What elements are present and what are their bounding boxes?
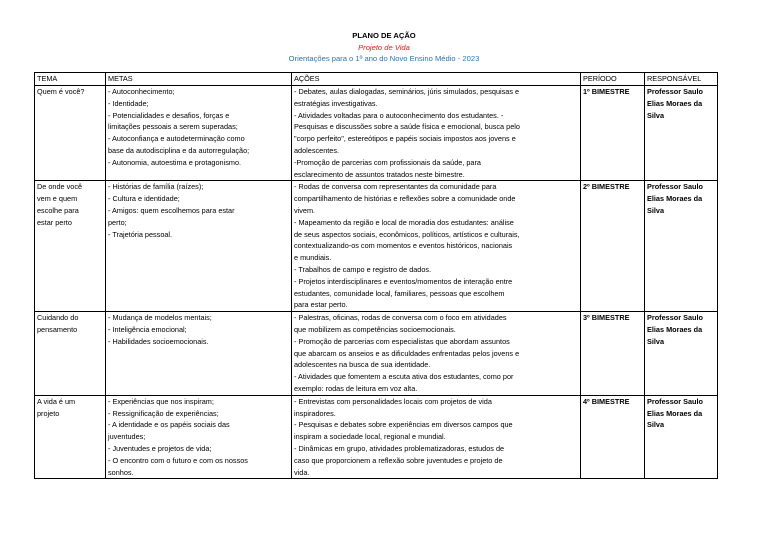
cell-line: Cuidando do	[37, 313, 79, 323]
cell-line: Professor Saulo	[647, 182, 703, 192]
document-header	[0, 30, 768, 65]
column-header-tema: TEMA	[35, 73, 106, 86]
cell-line: estudantes, comunidade local, familiares, pessoas que escolhem	[294, 288, 505, 298]
cell-line: adolescentes na busca de sua identidade.	[294, 360, 431, 370]
cell-line: para estar perto.	[294, 300, 348, 310]
document-title: PLANO DE AÇÃO	[352, 31, 416, 40]
cell-periodo: 1º BIMESTRE	[581, 86, 645, 181]
cell-line: - Ressignificação de experiências;	[108, 408, 219, 418]
cell-line: - Debates, aulas dialogadas, seminários, júris simulados, pesquisas e	[294, 87, 520, 96]
cell-line: Pesquisas e discussões sobre a saúde física e emocional, busca pelo	[294, 122, 520, 132]
cell-line: -Promoção de parcerias com profissionais da saúde, para	[294, 157, 481, 167]
cell-line: Silva	[647, 205, 665, 215]
cell-line: - Autoconfiança e autodeterminação como	[108, 134, 245, 144]
cell-line: - Experiências que nos inspiram;	[108, 396, 214, 406]
cell-tema	[35, 86, 106, 181]
cell-line: Elias Moraes da	[647, 98, 703, 108]
document-subtitle: Projeto de Vida	[358, 42, 410, 52]
cell-line: compartilhamento de histórias e reflexões sobre a comunidade onde	[294, 194, 516, 204]
table-row	[35, 312, 718, 396]
cell-acoes	[292, 395, 581, 479]
cell-line: Elias Moraes da	[647, 324, 703, 334]
cell-line: pensamento	[37, 324, 78, 334]
cell-metas	[106, 312, 292, 396]
table-header-row	[35, 73, 718, 86]
cell-responsavel	[645, 395, 718, 479]
cell-line: A vida é um	[37, 396, 76, 406]
cell-line: Elias Moraes da	[647, 408, 703, 418]
cell-metas	[106, 86, 292, 181]
cell-line: - Amigos: quem escolhemos para estar	[108, 205, 235, 215]
cell-line: caso que proporcionem a reflexão sobre juventudes e projeto de	[294, 455, 503, 465]
cell-line: sonhos.	[108, 467, 134, 477]
cell-periodo: 2º BIMESTRE	[581, 181, 645, 312]
cell-line: contextualizando-os com momentos e eventos históricos, nacionais	[294, 241, 513, 251]
cell-acoes	[292, 181, 581, 312]
cell-line: esclarecimento de assuntos tratados neste bimestre.	[294, 169, 465, 179]
table-row	[35, 181, 718, 312]
cell-tema	[35, 181, 106, 312]
table-row	[35, 395, 718, 479]
cell-line: estar perto	[37, 217, 72, 227]
cell-line: - Atividades voltadas para o autoconhecimento dos estudantes. -	[294, 110, 504, 120]
cell-line: Elias Moraes da	[647, 194, 703, 204]
table-row	[35, 86, 718, 181]
column-header-periodo: PERÍODO	[581, 73, 645, 86]
cell-responsavel	[645, 86, 718, 181]
cell-metas	[106, 181, 292, 312]
cell-line: - Rodas de conversa com representantes da comunidade para	[294, 182, 497, 192]
cell-line: - Palestras, oficinas, rodas de conversa com o foco em atividades	[294, 313, 507, 323]
cell-responsavel	[645, 181, 718, 312]
cell-line: juventudes;	[108, 432, 146, 442]
cell-line: - Cultura e identidade;	[108, 194, 180, 204]
cell-line: inspiram a sociedade local, regional e mundial.	[294, 432, 446, 442]
cell-line: adolescentes.	[294, 145, 340, 155]
cell-line: - Potencialidades e desafios, forças e	[108, 110, 230, 120]
cell-line: - Identidade;	[108, 98, 149, 108]
cell-line: Professor Saulo	[647, 87, 703, 96]
cell-line: perto;	[108, 217, 127, 227]
cell-line: - Autonomia, autoestima e protagonismo.	[108, 157, 242, 167]
cell-line: escolhe para	[37, 205, 79, 215]
cell-line: que abarcam os anseios e as dificuldades enfrentadas pelos jovens e	[294, 348, 520, 358]
cell-line: - A identidade e os papéis sociais das	[108, 420, 230, 430]
cell-line: base da autodisciplina e da autorregulação;	[108, 145, 250, 155]
column-header-responsavel: RESPONSÁVEL	[645, 73, 718, 86]
action-plan-table	[34, 72, 718, 479]
cell-line: vem e quem	[37, 194, 78, 204]
cell-line: - Trajetória pessoal.	[108, 229, 173, 239]
cell-line: - Inteligência emocional;	[108, 324, 187, 334]
cell-line: - Mapeamento da região e local de moradia dos estudantes: análise	[294, 217, 514, 227]
cell-line: estratégias investigativas.	[294, 98, 378, 108]
cell-line: - Entrevistas com personalidades locais com projetos de vida	[294, 396, 492, 406]
cell-line: de seus aspectos sociais, econômicos, políticos, artísticos e culturais,	[294, 229, 520, 239]
cell-line: Silva	[647, 336, 665, 346]
cell-responsavel	[645, 312, 718, 396]
document-orientation: Orientações para o 1º ano do Novo Ensino Médio - 2023	[288, 54, 480, 63]
cell-periodo: 4º BIMESTRE	[581, 395, 645, 479]
cell-line: - Dinâmicas em grupo, atividades problematizadoras, estudos de	[294, 443, 505, 453]
cell-line: limitações pessoais a serem superadas;	[108, 122, 238, 132]
cell-acoes	[292, 86, 581, 181]
column-header-acoes: AÇÕES	[292, 73, 581, 86]
cell-line: - Pesquisas e debates sobre experiências em diversos campos que	[294, 420, 513, 430]
cell-line: - Histórias de família (raízes);	[108, 182, 204, 192]
cell-line: "corpo perfeito", estereótipos e papéis sociais impostos aos jovens e	[294, 134, 516, 144]
column-header-metas: METAS	[106, 73, 292, 86]
cell-line: - Promoção de parcerias com especialistas que abordam assuntos	[294, 336, 510, 346]
cell-line: - Trabalhos de campo e registro de dados.	[294, 264, 432, 274]
cell-acoes	[292, 312, 581, 396]
cell-line: exemplo: rodas de leitura em voz alta.	[294, 383, 418, 393]
cell-line: - Projetos interdisciplinares e eventos/momentos de interação entre	[294, 276, 513, 286]
cell-line: De onde você	[37, 182, 83, 192]
cell-line: e mundiais.	[294, 253, 332, 263]
cell-line: - Autoconhecimento;	[108, 87, 175, 96]
cell-line: - Habilidades socioemocionais.	[108, 336, 209, 346]
cell-periodo: 3º BIMESTRE	[581, 312, 645, 396]
cell-line: Silva	[647, 420, 665, 430]
cell-line: Professor Saulo	[647, 396, 703, 406]
cell-line: Quem é você?	[37, 87, 85, 96]
cell-line: Silva	[647, 110, 665, 120]
cell-line: - O encontro com o futuro e com os nossos	[108, 455, 248, 465]
cell-tema	[35, 395, 106, 479]
cell-line: vida.	[294, 467, 310, 477]
cell-line: - Atividades que fomentem a escuta ativa dos estudantes, como por	[294, 372, 514, 382]
cell-line: inspiradores.	[294, 408, 336, 418]
cell-line: que mobilizem as competências socioemocionais.	[294, 324, 456, 334]
cell-line: vivem.	[294, 205, 316, 215]
cell-line: projeto	[37, 408, 60, 418]
cell-line: Professor Saulo	[647, 313, 703, 323]
cell-line: - Mudança de modelos mentais;	[108, 313, 212, 323]
cell-metas	[106, 395, 292, 479]
cell-line: - Juventudes e projetos de vida;	[108, 443, 212, 453]
cell-tema	[35, 312, 106, 396]
